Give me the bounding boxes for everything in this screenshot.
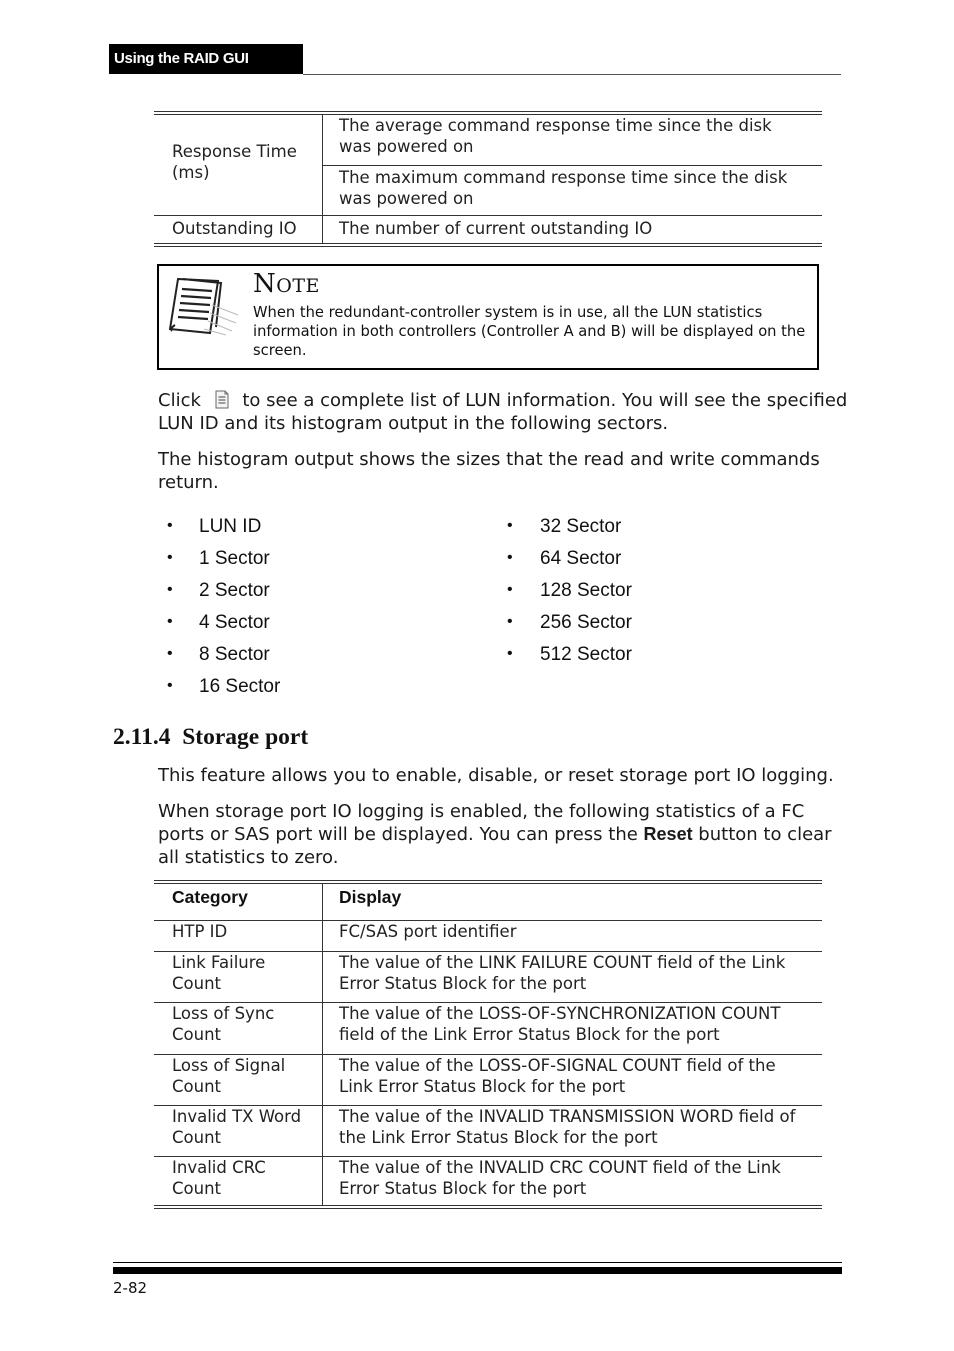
- table-cell-display: The value of the INVALID CRC COUNT field of the Link Error Status Block for the port: [339, 1158, 781, 1198]
- footer-rule-thin: [113, 1262, 842, 1263]
- bullet-marker: •: [507, 549, 513, 566]
- header-rule: [303, 74, 841, 75]
- bullet-marker: •: [167, 517, 173, 534]
- table-header-display: Display: [339, 887, 402, 907]
- storage-paragraph-1: This feature allows you to enable, disable, or reset storage port IO logging.: [158, 765, 834, 786]
- table-cell-category: Loss of Signal Count: [172, 1056, 286, 1096]
- table-cell-category: HTP ID: [172, 922, 228, 941]
- note-body: When the redundant-controller system is in use, all the LUN statistics information in both controllers (Controller A and B) will be displayed on the screen.: [253, 304, 806, 359]
- table-cell-category: Link Failure Count: [172, 953, 266, 993]
- list-item: 1 Sector: [199, 548, 270, 569]
- click-paragraph: Click to see a complete list of LUN information. You will see the specified LUN ID and its histogram output in the following sectors.: [158, 390, 848, 434]
- list-item: 8 Sector: [199, 644, 270, 665]
- table-cell-display: The value of the LOSS-OF-SIGNAL COUNT field of the Link Error Status Block for the port: [339, 1056, 776, 1096]
- storage-paragraph-2: When storage port IO logging is enabled, the following statistics of a FC ports or SAS port will be displayed. You can press the Reset button to clear all statistics to zero.: [158, 801, 832, 868]
- document-list-icon[interactable]: [213, 390, 231, 409]
- table-cell-display: The number of current outstanding IO: [339, 219, 653, 238]
- table-cell-display: The value of the INVALID TRANSMISSION WORD field of the Link Error Status Block for the port: [339, 1107, 796, 1147]
- table-cell-category: Invalid CRC Count: [172, 1158, 266, 1198]
- list-item: 256 Sector: [540, 612, 632, 633]
- table-cell-display: The value of the LINK FAILURE COUNT field of the Link Error Status Block for the port: [339, 953, 786, 993]
- histogram-paragraph: The histogram output shows the sizes that the read and write commands return.: [158, 449, 820, 493]
- notepad-icon: [164, 275, 244, 337]
- table-cell-display: FC/SAS port identifier: [339, 922, 517, 941]
- table-cell-category: Outstanding IO: [172, 219, 297, 238]
- note-title: NOTE: [253, 269, 320, 299]
- bullet-marker: •: [167, 549, 173, 566]
- footer-rule-thick: [113, 1267, 842, 1274]
- table-cell-category: Response Time (ms): [172, 142, 297, 182]
- list-item: 128 Sector: [540, 580, 632, 601]
- table-top-rule: [154, 880, 822, 884]
- bullet-marker: •: [167, 581, 173, 598]
- bullet-marker: •: [507, 581, 513, 598]
- table-bottom-rule: [154, 243, 822, 247]
- bullet-marker: •: [167, 677, 173, 694]
- section-heading: 2.11.4 Storage port: [113, 724, 309, 750]
- table-row-divider: [154, 215, 822, 216]
- bullet-marker: •: [507, 517, 513, 534]
- reset-label: Reset: [643, 824, 693, 844]
- section-header-tab: Using the RAID GUI: [109, 44, 303, 74]
- list-item: LUN ID: [199, 516, 262, 537]
- list-item: 2 Sector: [199, 580, 270, 601]
- table-cell-category: Loss of Sync Count: [172, 1004, 275, 1044]
- bullet-marker: •: [167, 613, 173, 630]
- list-item: 16 Sector: [199, 676, 281, 697]
- table-header-category: Category: [172, 887, 248, 907]
- table-column-divider: [322, 115, 323, 243]
- list-item: 32 Sector: [540, 516, 622, 537]
- bullet-marker: •: [167, 645, 173, 662]
- table-cell-category: Invalid TX Word Count: [172, 1107, 302, 1147]
- table-cell-display: The value of the LOSS-OF-SYNCHRONIZATION COUNT field of the Link Error Status Block for the port: [339, 1004, 781, 1044]
- list-item: 64 Sector: [540, 548, 622, 569]
- table-row-divider: [322, 165, 822, 166]
- bullet-marker: •: [507, 645, 513, 662]
- table-bottom-rule: [154, 1205, 822, 1209]
- list-item: 512 Sector: [540, 644, 632, 665]
- page-number: 2-82: [113, 1279, 148, 1297]
- list-item: 4 Sector: [199, 612, 270, 633]
- table-cell-display: The average command response time since the disk was powered on: [339, 116, 772, 156]
- table-cell-display: The maximum command response time since the disk was powered on: [339, 168, 788, 208]
- bullet-marker: •: [507, 613, 513, 630]
